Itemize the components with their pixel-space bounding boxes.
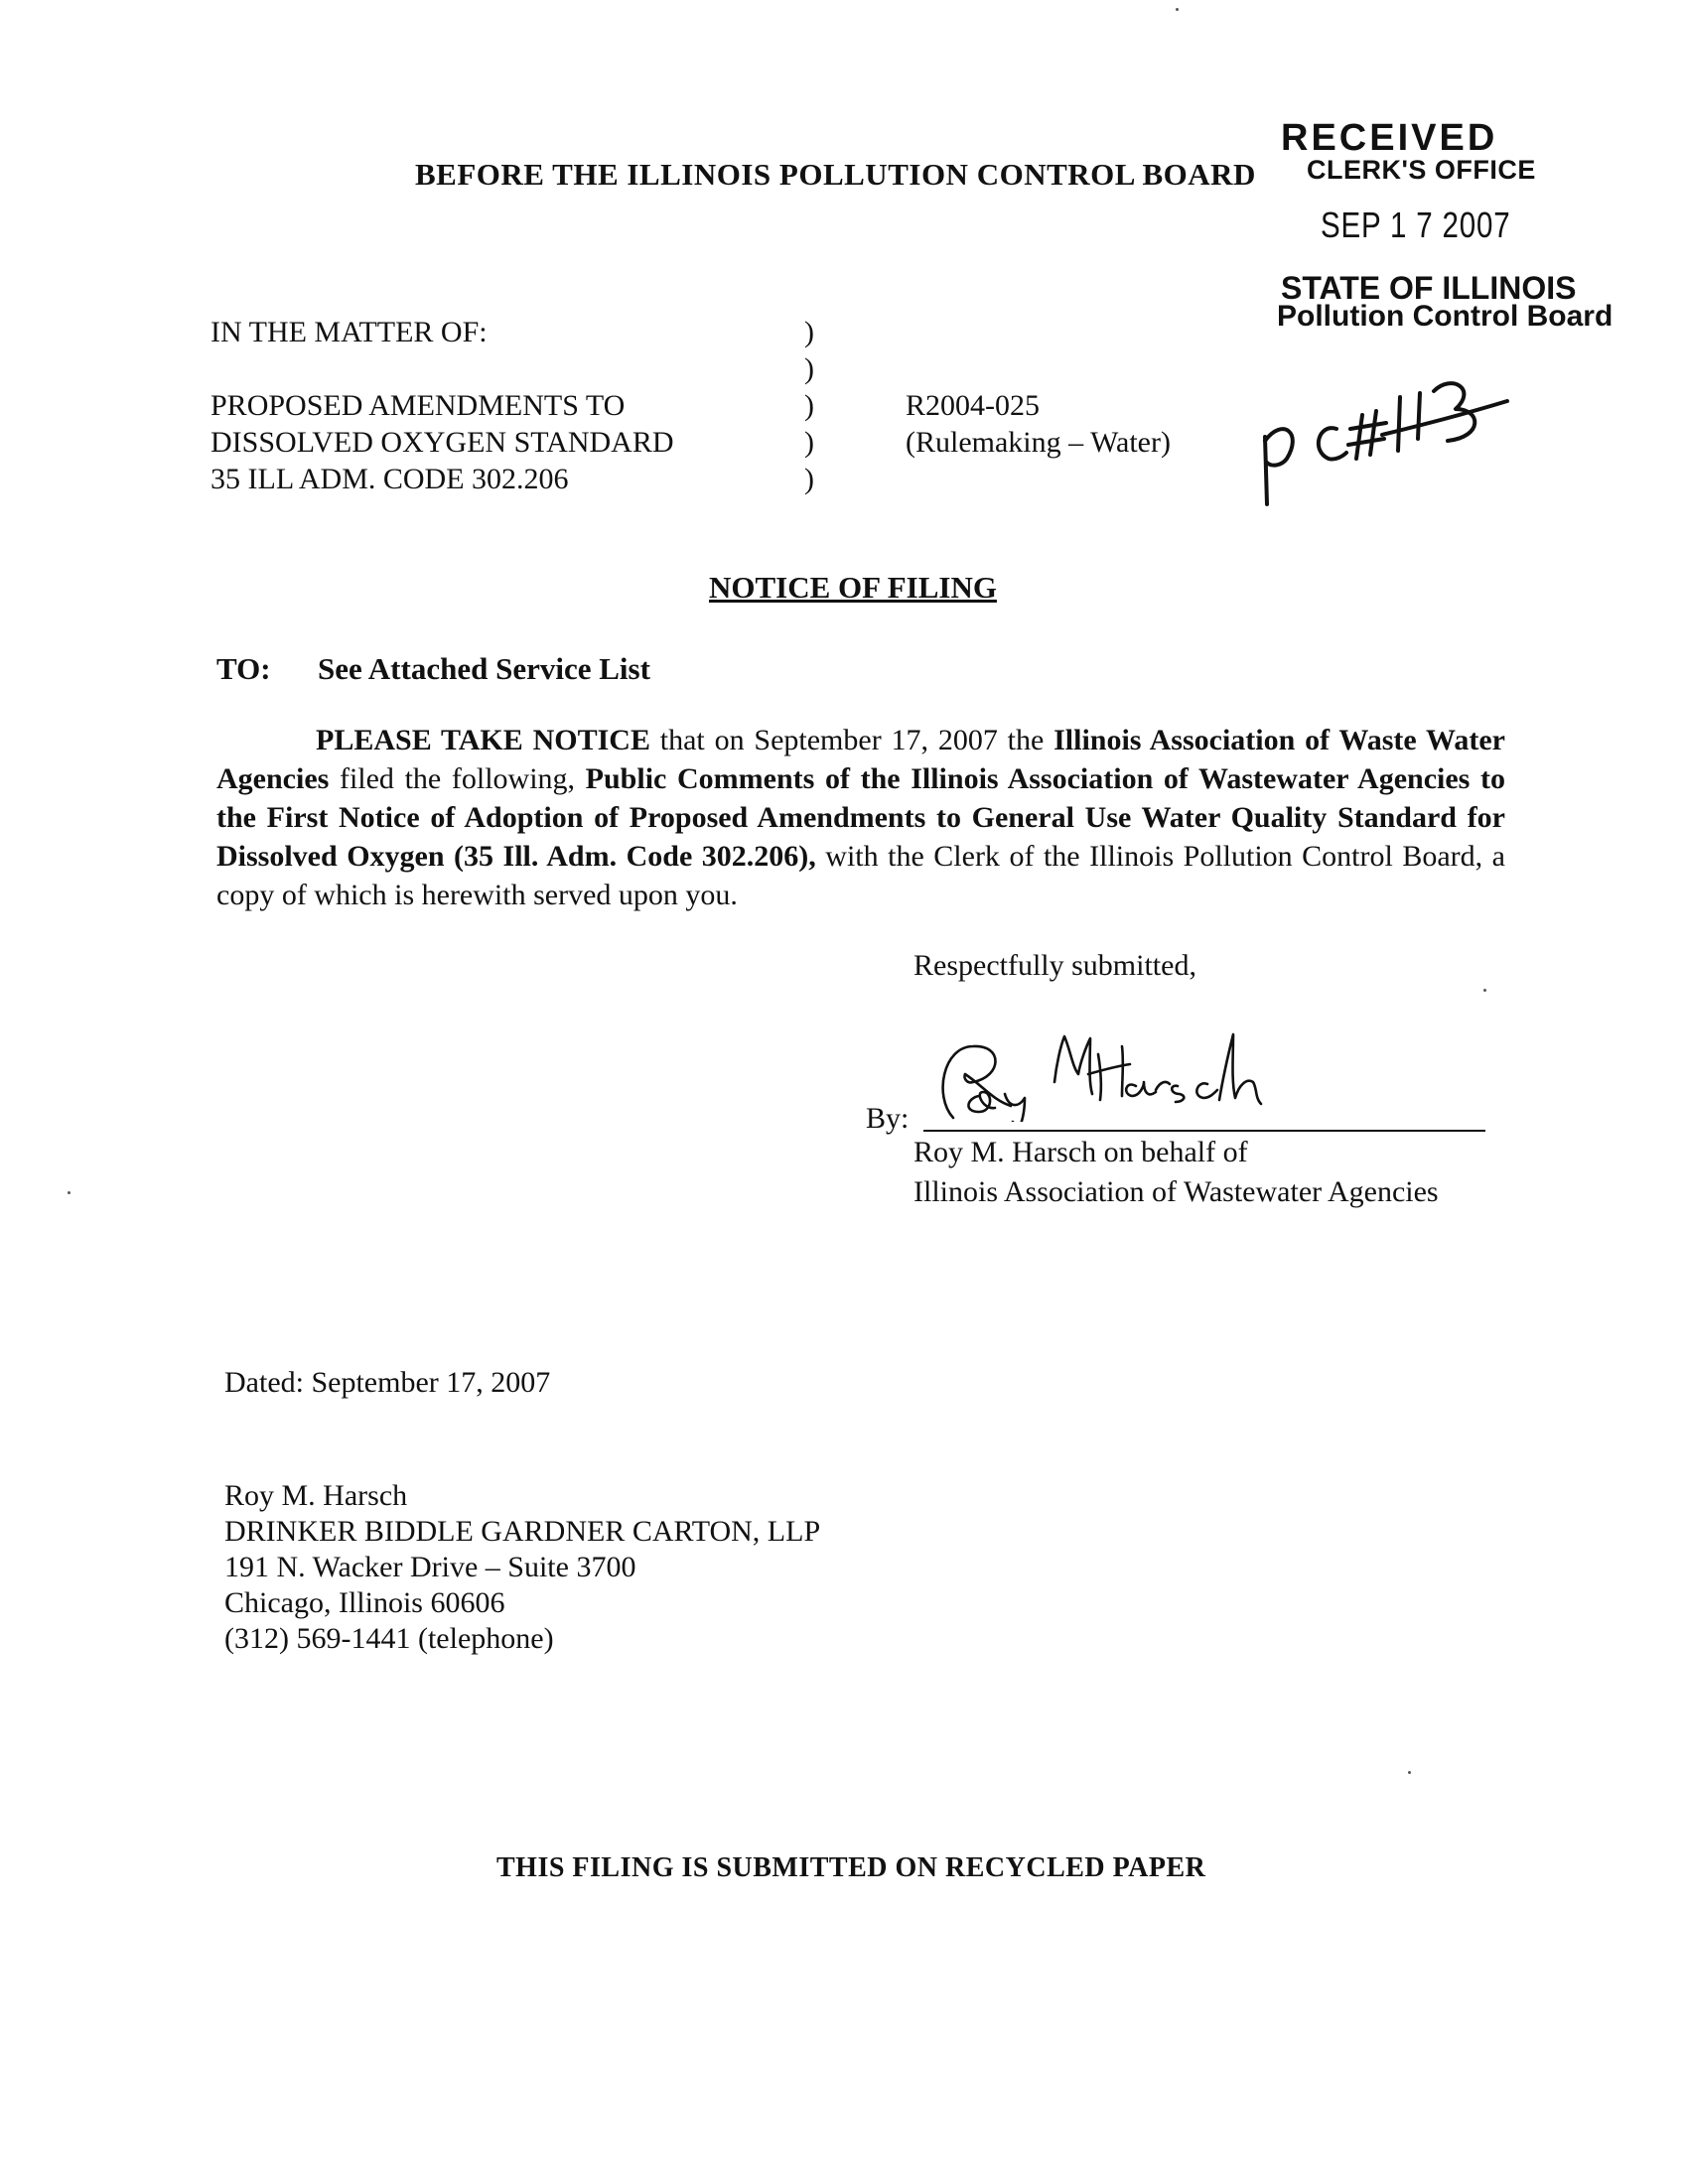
stamp-state: STATE OF ILLINOIS (1281, 270, 1577, 306)
caption-line: DISSOLVED OXYGEN STANDARD (210, 426, 674, 459)
paragraph-text: that on September 17, 2007 the (649, 724, 1054, 756)
handwritten-pc-mark (1253, 367, 1511, 506)
take-notice-phrase: PLEASE TAKE NOTICE (316, 724, 650, 756)
caption-paren: ) (804, 352, 814, 385)
scan-speck (68, 1191, 70, 1194)
address-line: Chicago, Illinois 60606 (224, 1586, 505, 1619)
to-label: TO: (216, 651, 271, 686)
signer-name: Roy M. Harsch on behalf of (913, 1136, 1248, 1168)
caption-paren: ) (804, 389, 814, 422)
paragraph-text: with the Clerk of the Illinois Pollution Control Board, a copy of which is herewith served upon you. (216, 840, 1505, 911)
caption-paren: ) (804, 426, 814, 459)
caption-line: 35 ILL ADM. CODE 302.206 (210, 463, 569, 495)
recycled-paper-footer: THIS FILING IS SUBMITTED ON RECYCLED PAPER (496, 1852, 1206, 1883)
paragraph-text: filed the following, (329, 762, 586, 795)
scan-speck (1176, 8, 1179, 11)
caption-paren: ) (804, 463, 814, 495)
signature-image (923, 1026, 1301, 1122)
to-value: See Attached Service List (318, 651, 650, 686)
dated-line: Dated: September 17, 2007 (224, 1366, 551, 1399)
by-label: By: (866, 1102, 910, 1135)
case-number: R2004-025 (906, 389, 1040, 422)
scan-speck (1483, 989, 1486, 992)
stamp-board: Pollution Control Board (1277, 300, 1614, 333)
case-type: (Rulemaking – Water) (906, 426, 1171, 459)
address-line: Roy M. Harsch (224, 1479, 408, 1512)
board-title: BEFORE THE ILLINOIS POLLUTION CONTROL BOARD (415, 157, 1256, 192)
association-name: Illinois Association of Waste Water Agencies (216, 724, 1505, 795)
scan-speck (1408, 1771, 1411, 1774)
caption-paren: ) (804, 316, 814, 348)
stamp-date: SEP 1 7 2007 (1321, 205, 1511, 245)
address-line: 191 N. Wacker Drive – Suite 3700 (224, 1551, 636, 1583)
address-line: (312) 569-1441 (telephone) (224, 1622, 554, 1655)
stamp-received: RECEIVED (1281, 117, 1498, 159)
document-title: Public Comments of the Illinois Association of Wastewater Agencies to the First Notice of Adoption of Proposed Amendments to General Use Water Quality Standard for Dissolved Oxygen (35 Ill. Adm. Code 302.206), (216, 762, 1505, 873)
notice-title: NOTICE OF FILING (709, 570, 997, 605)
respectfully-submitted: Respectfully submitted, (913, 949, 1196, 982)
signer-organization: Illinois Association of Wastewater Agencies (913, 1175, 1439, 1208)
notice-paragraph (216, 721, 1505, 914)
signature-line (923, 1130, 1485, 1132)
stamp-clerk-office: CLERK'S OFFICE (1307, 155, 1536, 185)
address-line: DRINKER BIDDLE GARDNER CARTON, LLP (224, 1515, 821, 1548)
caption-line: PROPOSED AMENDMENTS TO (210, 389, 626, 422)
caption-matter: IN THE MATTER OF: (210, 316, 488, 348)
